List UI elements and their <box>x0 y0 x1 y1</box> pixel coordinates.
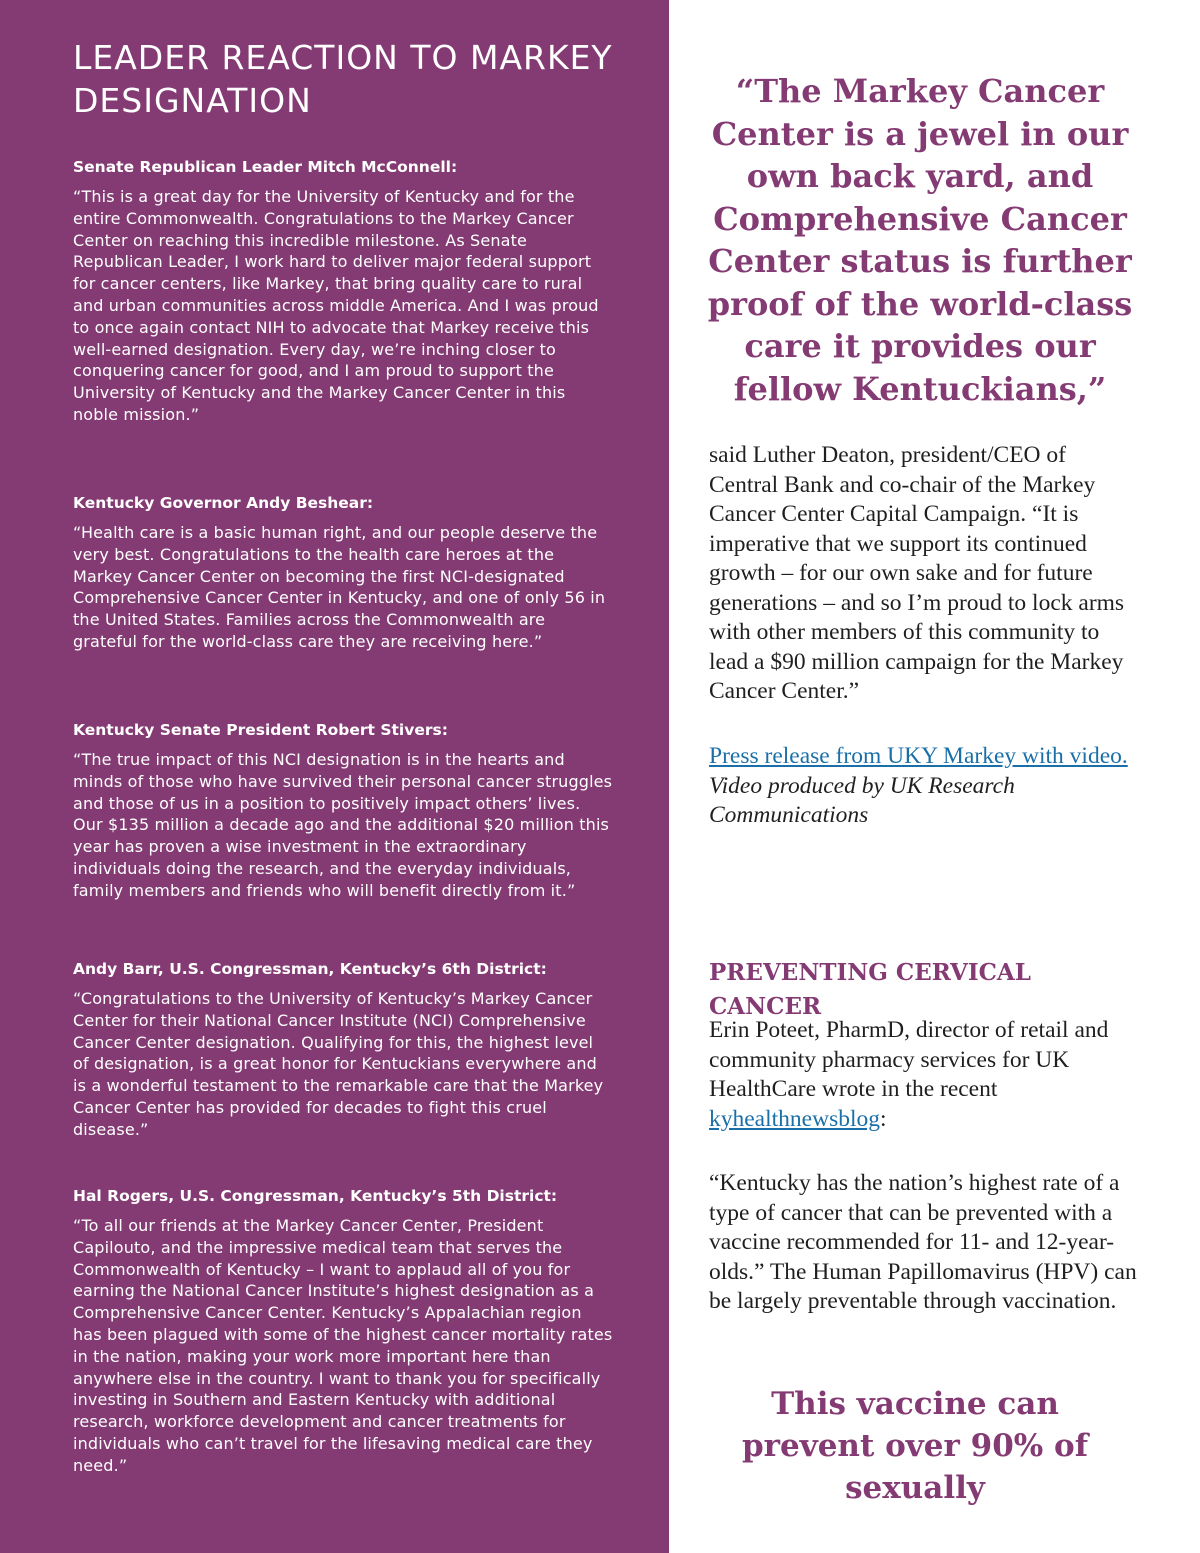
statement-mcconnell <box>73 156 613 426</box>
panel-title: LEADER REACTION TO MARKEY DESIGNATION <box>73 38 613 120</box>
speaker-name: Senate Republican Leader Mitch McConnell: <box>73 158 458 176</box>
statement-barr <box>73 958 613 1141</box>
section-heading: PREVENTING CERVICAL CANCER <box>709 959 1031 1020</box>
statement-quote: “To all our friends at the Markey Cancer Center, President Capilouto, and the impressive medical team that serves the Commonwealth of Kentucky – I want to applaud all of you for earning the National Cancer Institute’s highest designation as a Comprehensive Cancer Center. Kentucky’s Appalachian region has been plagued with some of the highest cancer mortality rates in the nation, making your work more important here than anywhere else in the country. I want to thank you for specifically investing in Southern and Eastern Kentucky with additional research, workforce development and cancer treatments for individuals who can’t travel for the lifesaving medical care they need.” <box>73 1216 613 1475</box>
statement-beshear <box>73 492 613 653</box>
speaker-name: Kentucky Governor Andy Beshear: <box>73 494 374 512</box>
pull-quote: “The Markey Cancer Center is a jewel in our own back yard, and Comprehensive Cancer Center status is further proof of the world-class care it provides our fellow Kentuckians,” <box>707 72 1133 408</box>
statement-quote: “This is a great day for the University of Kentucky and for the entire Commonwealth. Congratulations to the Markey Cancer Center on reaching this incredible milestone. As Senate Republican Leader, I work hard to deliver major federal support for cancer centers, like Markey, that bring quality care to rural and urban communities across middle America. And I was proud to once again contact NIH to advocate that Markey receive this well-earned designation. Every day, we’re inching closer to conquering cancer for good, and I am proud to support the University of Kentucky and the Markey Cancer Center in this noble mission.” <box>73 187 599 424</box>
statement-quote: “The true impact of this NCI designation is in the hearts and minds of those who have survived their personal cancer struggles and those of us in a position to positively impact others’ lives. Our $135 million a decade ago and the additional $20 million this year has proven a wise investment in the extraordinary individuals doing the research, and the everyday individuals, family members and friends who will benefit directly from it.” <box>73 750 613 900</box>
statement-quote: “Congratulations to the University of Kentucky’s Markey Cancer Center for their National Cancer Institute (NCI) Comprehensive Cancer Center designation. Qualifying for this, the highest level of designation, is a great honor for Kentuckians everywhere and is a wonderful testament to the remarkable care that the Markey Cancer Center has provided for decades to fight this cruel disease.” <box>73 989 604 1139</box>
video-credit: Video produced by UK Research Communications <box>709 772 1015 828</box>
vaccine-callout: This vaccine can prevent over 90% of sexually <box>741 1386 1089 1506</box>
blog-link[interactable]: kyhealthnewsblog <box>709 1105 880 1132</box>
hpv-paragraph: “Kentucky has the nation’s highest rate of a type of cancer that can be prevented with a vaccine recommended for 11- and 12-year-olds.” The Human Papillomavirus (HPV) can be largely preventable through vaccination. <box>709 1170 1137 1314</box>
press-release-paragraph <box>709 742 1139 831</box>
statement-rogers <box>73 1185 613 1477</box>
speaker-name: Hal Rogers, U.S. Congressman, Kentucky’s 5th District: <box>73 1187 558 1205</box>
quote-attribution: said Luther Deaton, president/CEO of Central Bank and co-chair of the Markey Cancer Center Capital Campaign. “It is imperative that we support its continued growth – for our own sake and for future generations – and so I’m proud to lock arms with other members of this community to lead a $90 million campaign for the Markey Cancer Center.” <box>709 442 1125 704</box>
statement-quote: “Health care is a basic human right, and our people deserve the very best. Congratulations to the health care heroes at the Markey Cancer Center on becoming the first NCI-designated Comprehensive Cancer Center in Kentucky, and one of only 56 in the United States. Families across the Commonwealth are grateful for the world-class care they are receiving here.” <box>73 523 606 651</box>
speaker-name: Andy Barr, U.S. Congressman, Kentucky’s 6th District: <box>73 960 547 978</box>
statement-stivers <box>73 719 613 902</box>
speaker-name: Kentucky Senate President Robert Stivers: <box>73 721 448 739</box>
press-release-link[interactable]: Press release from UKY Markey with video. <box>709 743 1128 769</box>
intro-paragraph <box>709 1016 1139 1134</box>
intro-end: : <box>880 1105 887 1132</box>
intro-text: Erin Poteet, PharmD, director of retail and community pharmacy services for UK HealthCare wrote in the recent <box>709 1017 1109 1102</box>
